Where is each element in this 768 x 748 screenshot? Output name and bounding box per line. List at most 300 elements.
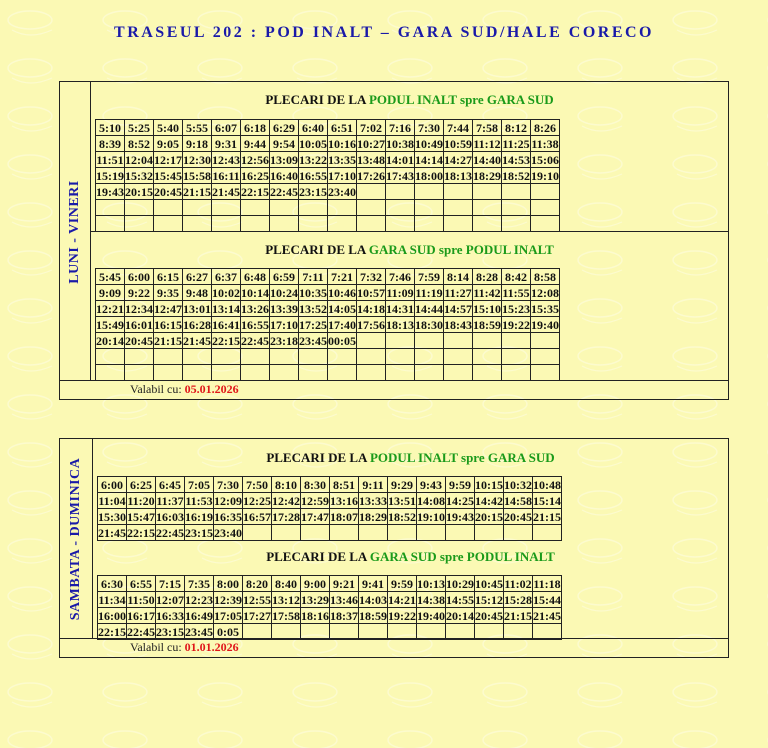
time-cell: 21:15 xyxy=(533,509,561,524)
time-cell: 7:50 xyxy=(243,477,272,493)
time-cell: 8:40 xyxy=(272,576,301,592)
time-cell: 15:44 xyxy=(533,592,561,607)
time-cell xyxy=(357,216,386,232)
time-cell: 15:19 xyxy=(96,168,124,183)
weekday-dir2-section xyxy=(91,231,728,382)
time-cell: 5:10 xyxy=(96,120,125,136)
time-cell xyxy=(270,216,299,232)
time-cell: 10:14 xyxy=(241,285,269,300)
time-cell: 18:16 xyxy=(301,608,329,623)
time-cell: 14:14 xyxy=(415,152,443,167)
time-cell: 12:25 xyxy=(243,493,271,508)
time-cell: 17:47 xyxy=(301,509,329,524)
time-cell xyxy=(504,525,533,541)
time-cell: 11:42 xyxy=(473,285,501,300)
time-cell: 12:43 xyxy=(212,152,240,167)
time-cell: 11:04 xyxy=(98,493,126,508)
time-cell: 10:49 xyxy=(415,136,443,151)
time-cell: 12:59 xyxy=(301,493,329,508)
weekend-dir1-section xyxy=(93,439,728,542)
time-cell xyxy=(357,333,386,349)
time-cell: 16:11 xyxy=(212,168,240,183)
time-cell: 5:25 xyxy=(125,120,154,136)
time-cell: 8:00 xyxy=(214,576,243,592)
time-cell: 11:18 xyxy=(533,576,561,591)
page-title: TRASEUL 202 : POD INALT – GARA SUD/HALE CORECO xyxy=(114,24,654,41)
table-row xyxy=(98,608,562,624)
time-cell: 5:45 xyxy=(96,269,125,285)
time-cell: 17:40 xyxy=(328,317,356,332)
time-cell: 8:20 xyxy=(243,576,272,592)
time-cell xyxy=(415,333,444,349)
time-cell: 12:09 xyxy=(214,493,242,508)
time-cell: 18:52 xyxy=(502,168,530,183)
table-row xyxy=(98,477,562,493)
weekend-valid-date: 01.01.2026 xyxy=(184,640,239,654)
time-cell xyxy=(502,333,531,349)
time-cell: 14:55 xyxy=(446,592,474,607)
time-cell: 14:27 xyxy=(444,152,472,167)
weekend-dir2-heading: PLECARI DE LA GARA SUD spre PODUL INALT xyxy=(266,549,555,564)
time-cell: 11:09 xyxy=(386,285,414,300)
time-cell: 7:30 xyxy=(415,120,444,136)
time-cell: 20:15 xyxy=(475,509,503,524)
time-cell: 16:01 xyxy=(125,317,153,332)
time-cell: 6:37 xyxy=(212,269,241,285)
weekend-dir1-table xyxy=(97,476,562,541)
time-cell: 9:54 xyxy=(270,136,299,152)
time-cell: 5:55 xyxy=(183,120,212,136)
time-cell: 20:15 xyxy=(125,184,153,199)
time-cell: 16:35 xyxy=(214,509,242,524)
time-cell xyxy=(475,525,504,541)
time-cell xyxy=(502,184,531,200)
time-cell: 12:21 xyxy=(96,301,124,316)
time-cell: 22:15 xyxy=(98,624,126,639)
time-cell xyxy=(386,184,415,200)
time-cell: 13:29 xyxy=(301,592,329,607)
time-cell: 16:40 xyxy=(270,168,298,183)
time-cell: 18:29 xyxy=(473,168,501,183)
time-cell: 10:35 xyxy=(299,285,327,300)
time-cell xyxy=(502,200,531,216)
time-cell: 6:55 xyxy=(127,576,156,592)
time-cell: 13:09 xyxy=(270,152,298,167)
time-cell: 9:09 xyxy=(96,285,125,301)
time-cell: 15:35 xyxy=(531,301,559,316)
time-cell: 17:56 xyxy=(357,317,385,332)
time-cell: 17:25 xyxy=(299,317,327,332)
time-cell xyxy=(415,200,444,216)
time-cell: 9:59 xyxy=(446,477,475,493)
time-cell: 21:45 xyxy=(98,525,126,540)
time-cell: 7:46 xyxy=(386,269,415,285)
time-cell xyxy=(473,216,502,232)
time-cell xyxy=(301,525,330,541)
time-cell: 21:45 xyxy=(533,608,561,623)
time-cell xyxy=(444,184,473,200)
time-cell: 7:16 xyxy=(386,120,415,136)
time-cell: 22:45 xyxy=(270,184,298,199)
time-cell xyxy=(531,184,560,200)
time-cell: 8:30 xyxy=(301,477,330,493)
time-cell: 16:49 xyxy=(185,608,213,623)
time-cell: 6:51 xyxy=(328,120,357,136)
time-cell: 15:23 xyxy=(502,301,530,316)
time-cell xyxy=(299,200,328,216)
time-cell xyxy=(330,525,359,541)
time-cell: 11:19 xyxy=(415,285,443,300)
time-cell: 20:45 xyxy=(154,184,182,199)
time-cell: 23:45 xyxy=(299,333,327,348)
time-cell: 10:38 xyxy=(386,136,414,151)
time-cell: 15:45 xyxy=(154,168,182,183)
time-cell xyxy=(388,525,417,541)
time-cell: 14:31 xyxy=(386,301,414,316)
time-cell xyxy=(386,333,415,349)
time-cell: 8:52 xyxy=(125,136,154,152)
time-cell: 13:22 xyxy=(299,152,327,167)
time-cell: 14:21 xyxy=(388,592,416,607)
weekday-valid-date: 05.01.2026 xyxy=(184,382,239,396)
table-row xyxy=(96,269,560,285)
time-cell xyxy=(417,525,446,541)
time-cell xyxy=(272,525,301,541)
time-cell: 0:05 xyxy=(214,624,243,640)
time-cell xyxy=(444,216,473,232)
time-cell: 15:49 xyxy=(96,317,124,332)
time-cell: 7:21 xyxy=(328,269,357,285)
time-cell: 9:18 xyxy=(183,136,212,152)
time-cell: 9:11 xyxy=(359,477,388,493)
time-cell: 21:45 xyxy=(183,333,211,348)
time-cell: 14:42 xyxy=(475,493,503,508)
time-cell: 5:40 xyxy=(154,120,183,136)
time-cell: 23:15 xyxy=(185,525,213,540)
time-cell xyxy=(270,200,299,216)
time-cell: 23:15 xyxy=(156,624,184,639)
table-row xyxy=(96,285,560,301)
time-cell: 10:45 xyxy=(475,576,503,591)
time-cell: 10:15 xyxy=(475,477,503,492)
time-cell: 15:32 xyxy=(125,168,153,183)
time-cell: 22:15 xyxy=(241,184,269,199)
time-cell: 11:53 xyxy=(185,493,213,508)
time-cell xyxy=(96,349,125,365)
time-cell xyxy=(154,349,183,365)
time-cell: 8:12 xyxy=(502,120,531,136)
time-cell: 12:17 xyxy=(154,152,182,167)
time-cell: 9:48 xyxy=(183,285,212,301)
time-cell: 13:35 xyxy=(328,152,356,167)
time-cell xyxy=(357,200,386,216)
table-row xyxy=(96,168,560,184)
table-row xyxy=(96,301,560,317)
time-cell: 12:30 xyxy=(183,152,211,167)
weekday-dir1-heading: PLECARI DE LA PODUL INALT spre GARA SUD xyxy=(265,92,554,107)
time-cell xyxy=(531,365,560,381)
time-cell: 13:51 xyxy=(388,493,416,508)
time-cell: 11:12 xyxy=(473,136,501,151)
time-cell xyxy=(328,200,357,216)
time-cell: 13:01 xyxy=(183,301,211,316)
time-cell: 19:10 xyxy=(417,509,445,524)
time-cell: 21:15 xyxy=(183,184,211,199)
time-cell: 10:27 xyxy=(357,136,385,151)
time-cell: 11:37 xyxy=(156,493,184,508)
time-cell: 9:05 xyxy=(154,136,183,152)
time-cell: 20:14 xyxy=(446,608,474,623)
table-row xyxy=(96,136,560,152)
time-cell: 17:28 xyxy=(272,509,300,524)
time-cell: 17:26 xyxy=(357,168,385,183)
time-cell: 11:55 xyxy=(502,285,530,300)
time-cell: 6:27 xyxy=(183,269,212,285)
time-cell xyxy=(241,216,270,232)
table-row xyxy=(98,509,562,525)
time-cell: 23:18 xyxy=(270,333,298,348)
time-cell: 12:23 xyxy=(185,592,213,607)
time-cell: 16:25 xyxy=(241,168,269,183)
time-cell: 8:51 xyxy=(330,477,359,493)
time-cell: 16:00 xyxy=(98,608,126,623)
time-cell: 18:29 xyxy=(359,509,387,524)
time-cell: 14:40 xyxy=(473,152,501,167)
time-cell: 14:08 xyxy=(417,493,445,508)
time-cell: 14:38 xyxy=(417,592,445,607)
time-cell xyxy=(415,184,444,200)
time-cell xyxy=(328,216,357,232)
time-cell: 13:39 xyxy=(270,301,298,316)
time-cell xyxy=(125,365,154,381)
time-cell: 17:10 xyxy=(270,317,298,332)
time-cell xyxy=(531,200,560,216)
time-cell xyxy=(241,349,270,365)
time-cell: 10:57 xyxy=(357,285,385,300)
time-cell: 18:59 xyxy=(473,317,501,332)
time-cell: 22:45 xyxy=(127,624,155,639)
time-cell: 14:05 xyxy=(328,301,356,316)
time-cell: 00:05 xyxy=(328,333,356,348)
time-cell xyxy=(531,333,560,349)
weekend-dir2-section xyxy=(93,542,728,640)
weekend-side-label-cell xyxy=(60,439,93,639)
time-cell: 16:19 xyxy=(185,509,213,524)
table-row xyxy=(96,120,560,136)
time-cell: 15:10 xyxy=(473,301,501,316)
time-cell: 16:28 xyxy=(183,317,211,332)
time-cell: 11:50 xyxy=(127,592,155,607)
time-cell: 8:42 xyxy=(502,269,531,285)
time-cell: 8:26 xyxy=(531,120,560,136)
time-cell: 11:38 xyxy=(531,136,559,151)
time-cell: 21:15 xyxy=(504,608,532,623)
time-cell xyxy=(183,349,212,365)
time-cell: 12:55 xyxy=(243,592,271,607)
time-cell: 9:41 xyxy=(359,576,388,592)
time-cell xyxy=(299,365,328,381)
time-cell: 13:14 xyxy=(212,301,240,316)
time-cell xyxy=(415,216,444,232)
time-cell: 9:35 xyxy=(154,285,183,301)
time-cell: 8:14 xyxy=(444,269,473,285)
table-row xyxy=(96,216,560,232)
time-cell: 13:16 xyxy=(330,493,358,508)
time-cell xyxy=(386,365,415,381)
time-cell xyxy=(473,349,502,365)
time-cell: 16:15 xyxy=(154,317,182,332)
time-cell: 17:05 xyxy=(214,608,242,623)
time-cell: 12:47 xyxy=(154,301,182,316)
time-cell: 16:55 xyxy=(299,168,327,183)
time-cell: 10:02 xyxy=(212,285,240,300)
time-cell: 8:10 xyxy=(272,477,301,493)
time-cell: 12:34 xyxy=(125,301,153,316)
weekend-validity: Valabil cu: 01.01.2026 xyxy=(60,638,728,657)
time-cell: 11:51 xyxy=(96,152,124,167)
time-cell: 9:31 xyxy=(212,136,241,152)
time-cell: 6:40 xyxy=(299,120,328,136)
table-row xyxy=(98,493,562,509)
time-cell: 18:13 xyxy=(444,168,472,183)
time-cell: 9:29 xyxy=(388,477,417,493)
time-cell: 6:48 xyxy=(241,269,270,285)
time-cell: 9:43 xyxy=(417,477,446,493)
time-cell: 20:45 xyxy=(125,333,153,348)
weekday-timetable xyxy=(59,81,729,400)
time-cell: 19:43 xyxy=(96,184,124,199)
time-cell: 7:44 xyxy=(444,120,473,136)
time-cell: 11:20 xyxy=(127,493,155,508)
time-cell xyxy=(502,365,531,381)
time-cell: 18:07 xyxy=(330,509,358,524)
weekend-side-label: SAMBATA - DUMINICA xyxy=(68,457,83,621)
time-cell xyxy=(531,349,560,365)
time-cell: 10:48 xyxy=(533,477,561,492)
time-cell: 9:22 xyxy=(125,285,154,301)
time-cell: 10:32 xyxy=(504,477,532,492)
weekday-side-label-cell xyxy=(60,82,91,381)
weekday-side-label: LUNI - VINERI xyxy=(67,179,82,284)
table-row xyxy=(96,317,560,333)
time-cell: 10:05 xyxy=(299,136,327,151)
time-cell: 19:40 xyxy=(531,317,559,332)
time-cell: 18:59 xyxy=(359,608,387,623)
time-cell xyxy=(473,365,502,381)
time-cell: 6:29 xyxy=(270,120,299,136)
time-cell: 13:33 xyxy=(359,493,387,508)
time-cell: 13:46 xyxy=(330,592,358,607)
time-cell xyxy=(359,525,388,541)
time-cell: 22:15 xyxy=(212,333,240,348)
time-cell: 6:30 xyxy=(98,576,127,592)
time-cell: 11:34 xyxy=(98,592,126,607)
time-cell: 18:13 xyxy=(386,317,414,332)
time-cell xyxy=(241,365,270,381)
time-cell: 7:58 xyxy=(473,120,502,136)
weekend-dir2-route: GARA SUD spre PODUL INALT xyxy=(369,549,555,564)
time-cell xyxy=(125,200,154,216)
time-cell xyxy=(154,365,183,381)
time-cell xyxy=(357,349,386,365)
time-cell xyxy=(444,349,473,365)
time-cell: 6:59 xyxy=(270,269,299,285)
time-cell: 12:07 xyxy=(156,592,184,607)
time-cell: 7:32 xyxy=(357,269,386,285)
time-cell: 15:28 xyxy=(504,592,532,607)
time-cell xyxy=(357,184,386,200)
time-cell: 14:03 xyxy=(359,592,387,607)
time-cell: 18:52 xyxy=(388,509,416,524)
time-cell: 19:22 xyxy=(388,608,416,623)
table-row xyxy=(96,349,560,365)
weekend-dir1-route: PODUL INALT spre GARA SUD xyxy=(369,450,555,465)
time-cell: 7:59 xyxy=(415,269,444,285)
table-row xyxy=(96,333,560,349)
time-cell: 7:11 xyxy=(299,269,328,285)
time-cell: 6:18 xyxy=(241,120,270,136)
time-cell xyxy=(328,365,357,381)
time-cell xyxy=(96,200,125,216)
time-cell xyxy=(125,216,154,232)
time-cell xyxy=(533,525,562,541)
time-cell: 6:00 xyxy=(98,477,127,493)
time-cell: 9:44 xyxy=(241,136,270,152)
time-cell xyxy=(154,216,183,232)
time-cell xyxy=(183,216,212,232)
time-cell xyxy=(241,200,270,216)
time-cell xyxy=(473,200,502,216)
weekday-dir2-table xyxy=(95,268,560,381)
time-cell xyxy=(444,333,473,349)
time-cell xyxy=(299,216,328,232)
time-cell: 15:14 xyxy=(533,493,561,508)
time-cell: 21:15 xyxy=(154,333,182,348)
time-cell xyxy=(386,216,415,232)
time-cell: 10:24 xyxy=(270,285,298,300)
time-cell: 12:04 xyxy=(125,152,153,167)
time-cell: 16:55 xyxy=(241,317,269,332)
time-cell: 7:05 xyxy=(185,477,214,493)
time-cell: 6:15 xyxy=(154,269,183,285)
time-cell: 14:57 xyxy=(444,301,472,316)
time-cell: 14:25 xyxy=(446,493,474,508)
time-cell: 11:27 xyxy=(444,285,472,300)
time-cell: 12:56 xyxy=(241,152,269,167)
table-row xyxy=(98,592,562,608)
table-row xyxy=(96,365,560,381)
time-cell: 23:15 xyxy=(299,184,327,199)
time-cell: 23:40 xyxy=(328,184,356,199)
time-cell: 20:14 xyxy=(96,333,124,348)
time-cell xyxy=(154,200,183,216)
time-cell: 16:57 xyxy=(243,509,271,524)
time-cell: 15:12 xyxy=(475,592,503,607)
time-cell: 10:29 xyxy=(446,576,474,591)
time-cell xyxy=(328,349,357,365)
time-cell: 18:43 xyxy=(444,317,472,332)
time-cell xyxy=(415,365,444,381)
time-cell: 9:59 xyxy=(388,576,417,592)
time-cell xyxy=(299,349,328,365)
time-cell xyxy=(212,365,241,381)
time-cell: 10:16 xyxy=(328,136,356,151)
time-cell: 20:45 xyxy=(475,608,503,623)
time-cell xyxy=(444,365,473,381)
time-cell xyxy=(270,365,299,381)
time-cell: 7:30 xyxy=(214,477,243,493)
time-cell: 14:18 xyxy=(357,301,385,316)
